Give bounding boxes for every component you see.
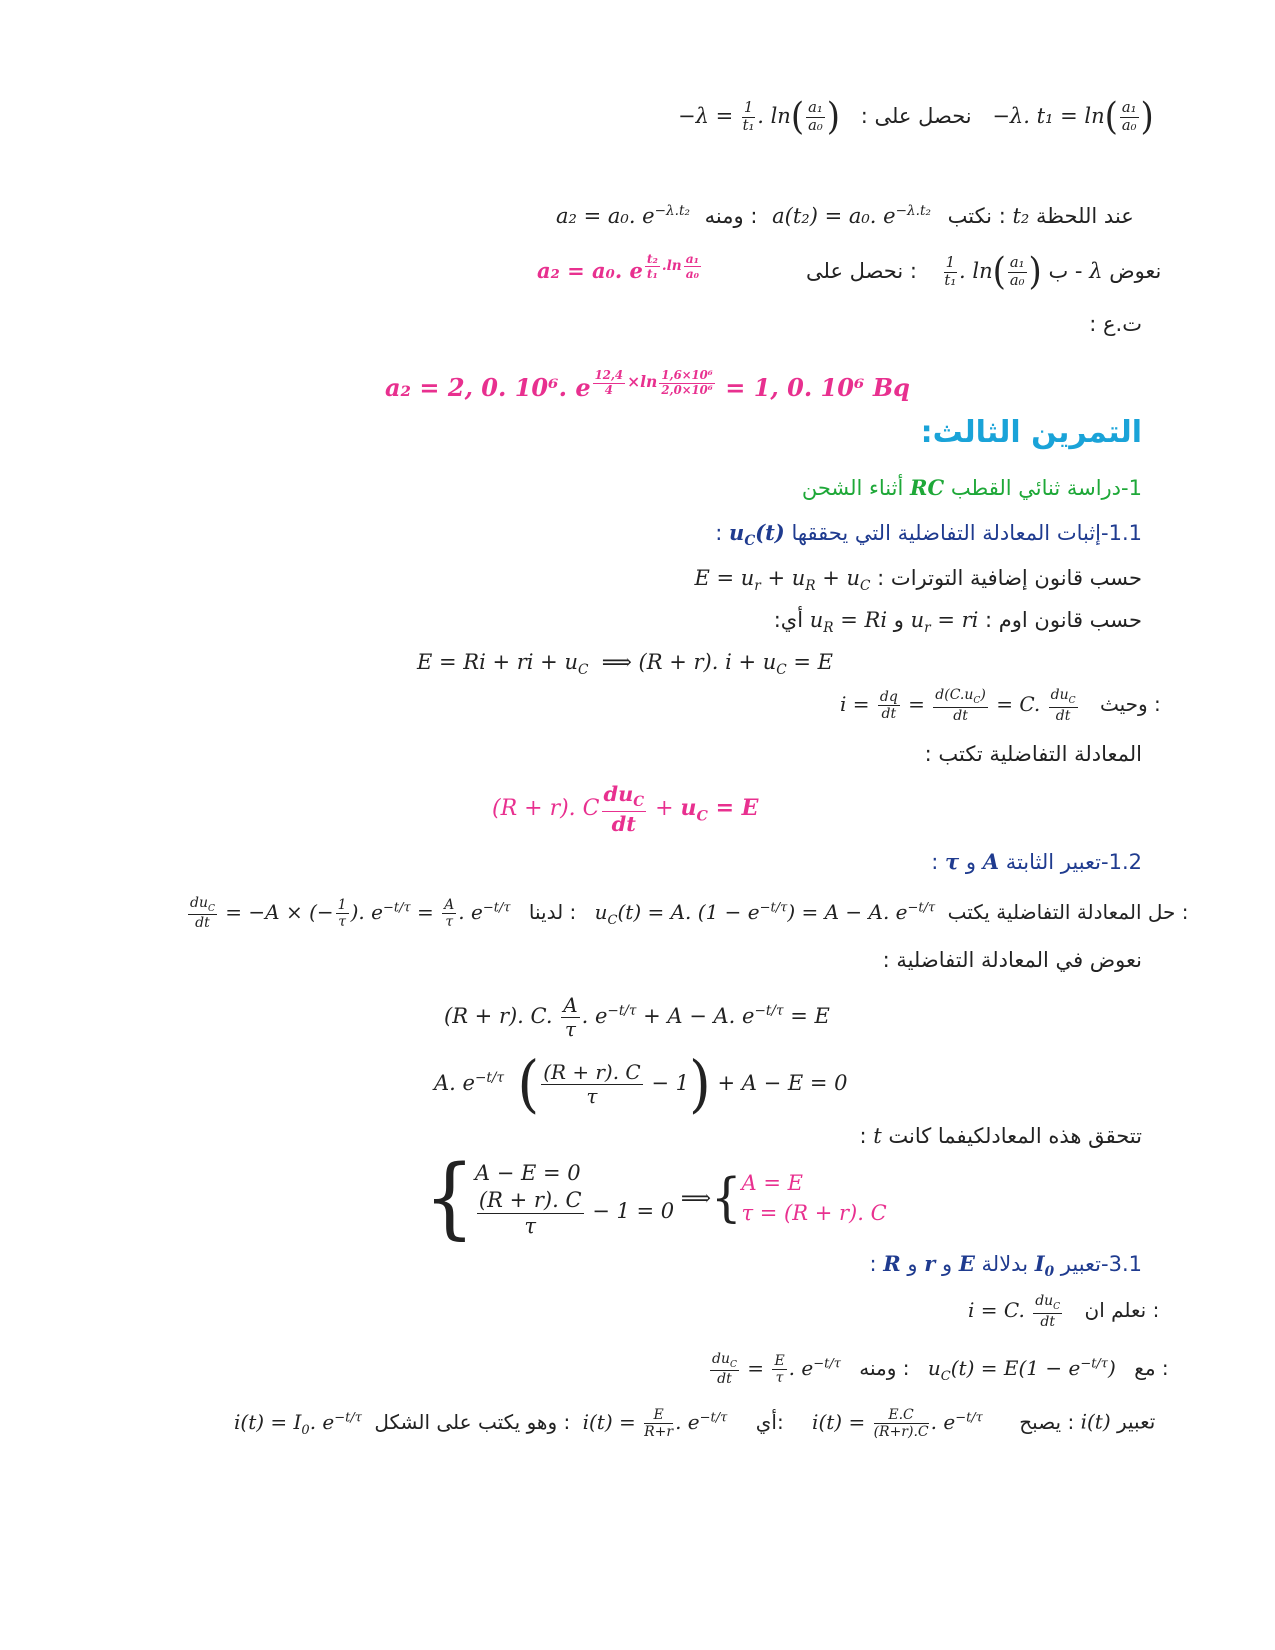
- eq-line-5: a₂ = 2, 0. 10⁶. e $^{\frac{12,4}{4} \times ln \frac{\text{1,6×10⁶}}{\text{2,0×10⁶}}}$ = 1, 0. 10⁶ Bq: [385, 368, 910, 402]
- eq-line-1: −λ = $\frac{1}{\text{t₁}}$ . ln( $\frac{\text{a₁}}{\text{a₀}}$ ) نحصل على : −λ. t₁ = ln( $\frac{\text{a₁}}{\text{a₀}}$ ): [678, 95, 1154, 140]
- eq-current: i = $\frac{dq}{dt}$ = $\frac{d(C.u_C)}{dt}$ = C. $\frac{du_C}{dt}$ وحيث :: [840, 687, 1161, 724]
- subsection-1-3: 3.1-تعبير $I_0$ بدلالة E و r و R :: [869, 1251, 1142, 1281]
- substitute-label: نعوض في المعادلة التفاضلية :: [882, 948, 1142, 972]
- eq-i-def: i = C. $\frac{du_C}{dt}$ نعلم ان :: [968, 1293, 1160, 1330]
- eq-line-2: a₂ = a₀. $e^{-\lambda.t_2}$ ومنه : a(t₂) = a₀. $e^{-\lambda.t_2}$ نكتب : t₂ عند اللحظة: [556, 203, 1134, 228]
- eq-line-3: a₂ = a₀. e $^{\frac{\text{t₂}}{\text{t₁}} .ln \frac{\text{a₁}}{\text{a₀}}}$: [537, 251, 700, 284]
- eq-solution: $\frac{du_C}{dt}$ = −A × (− $\frac{1}{\tau}$ ). $e^{-t/\tau}$ = $\frac{A}{\tau}$ . $e^{-t/\tau}$ لدينا : $u_C(t) = A$. $(1 - e^{-t/\tau}) = A - A$. $e^{-t/\tau}$ حل المعادلة التفاضلية يكتب :: [190, 894, 1189, 932]
- eq-substituted-1: (R + r). C. $\frac{A}{\tau}$ . $e^{-t/\tau} + A - A$. $e^{-t/\tau} = E$: [444, 993, 830, 1041]
- subsection-1-1: 1.1-إثبات المعادلة التفاضلية التي يحققها $u_C(t)$ :: [715, 520, 1142, 550]
- eq-main: E = Ri + ri + $u_C$ ⟹ (R + r). $i + u_C = E$: [417, 650, 833, 679]
- result-value: = 1, 0. 10⁶ Bq: [725, 373, 910, 402]
- section-1-heading: 1-دراسة ثنائي القطب RC أثناء الشحن: [801, 475, 1142, 500]
- diff-eq-label: المعادلة التفاضلية تكتب :: [924, 742, 1142, 766]
- condition-label: تتحقق هذه المعادلكيفما كانت t :: [859, 1124, 1142, 1148]
- nahsol-label-2: نحصل على :: [806, 258, 917, 283]
- minhu-label: ومنه :: [704, 204, 758, 228]
- numeric-app-label: ت.ع :: [1089, 312, 1142, 336]
- eq-substituted-2: A. $e^{-t/\tau}$ ( $\frac{(R + r). C}{\tau}$ − 1) + A − E = 0: [434, 1048, 848, 1120]
- exercise-title: التمرين الثالث:: [920, 415, 1142, 450]
- nuawid-label: نعوض: [1109, 258, 1162, 283]
- diff-eq: (R + r). C $\frac{du_C}{dt}$ + $u_C = E$: [492, 781, 759, 836]
- subsection-1-2: 1.2-تعبير الثابتة A و τ :: [931, 849, 1142, 874]
- nahsol-label: نحصل على :: [860, 103, 972, 128]
- eq-with: $\frac{du_C}{dt}$ = $\frac{E}{\tau}$ . $e^{-t/\tau}$ ومنه : $u_C(t) = E(1 - e^{-t/\tau})$ مع :: [712, 1350, 1169, 1388]
- eq-final: $i(t) = I_0$. $e^{-t/\tau}$ وهو يكتب على الشكل : i(t) = $\frac{E}{R+r}$ . $e^{-t/\tau}$ أي: i(t) = $\frac{E.C}{(R+r).C}$ . $e^{-t/\tau}$ يصبح : i(t) تعبير: [234, 1406, 1156, 1440]
- eq-system: { A − E = 0 $\frac{(R + r). C}{\tau}$ − 1 = 0 ⟹{ A = E τ = (R + r). C: [424, 1146, 887, 1249]
- lahza-label: عند اللحظة: [1036, 204, 1134, 228]
- bi-label: ب: [1048, 258, 1069, 283]
- law-addition: حسب قانون إضافية التوترات : $E = u_r + u_R + u_C$: [694, 566, 1142, 595]
- eq-line-3-right: نحصل على : $\frac{1}{\text{t₁}}$ . ln( $\frac{\text{a₁}}{\text{a₀}}$ ) ب - λ نعوض: [806, 250, 1162, 295]
- law-ohm: حسب قانون اوم : $u_r$ = ri و $u_R = Ri$ أي:: [773, 608, 1142, 637]
- naktub-label: نكتب :: [947, 204, 1006, 228]
